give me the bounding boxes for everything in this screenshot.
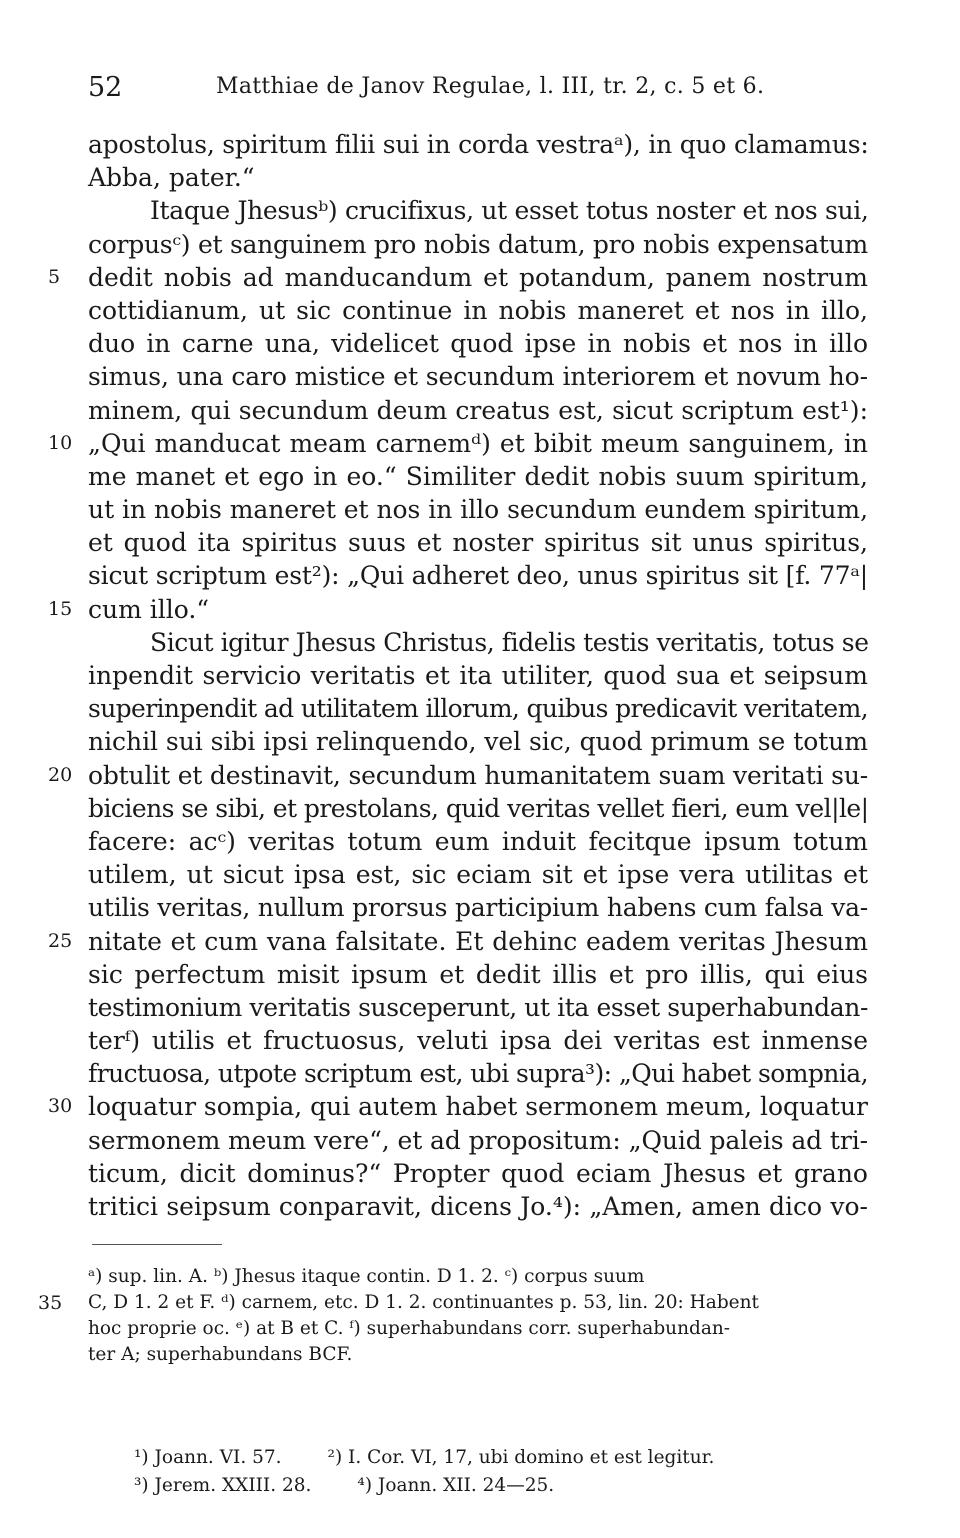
line-text: loquatur sompia, qui autem habet sermonem meum, loquatur bbox=[88, 1092, 868, 1122]
reference-line bbox=[88, 1472, 868, 1500]
text-line bbox=[88, 1057, 868, 1090]
line-text: utilem, ut sicut ipsa est, sic eciam sit et ipse vera utilitas et bbox=[88, 860, 868, 890]
text-line bbox=[88, 991, 868, 1024]
line-text: „Qui manducat meam carnemᵈ) et bibit meum sanguinem, in bbox=[88, 428, 868, 458]
line-text: utilis veritas, nullum prorsus participium habens cum falsa va- bbox=[88, 893, 868, 923]
main-text bbox=[48, 128, 869, 1223]
text-line bbox=[88, 161, 868, 194]
source-references bbox=[88, 1444, 868, 1500]
line-number: 25 bbox=[48, 929, 73, 952]
line-number: 20 bbox=[48, 763, 73, 786]
text-line bbox=[88, 360, 868, 393]
reference-entry: ⁴) Joann. XII. 24—25. bbox=[357, 1475, 555, 1496]
line-text: terᶠ) utilis et fructuosus, veluti ipsa dei veritas est inmense bbox=[88, 1026, 868, 1056]
line-text: et quod ita spiritus suus et noster spiritus sit unus spiritus, bbox=[88, 528, 868, 558]
line-text: me manet et ego in eo.“ Similiter dedit nobis suum spiritum, bbox=[88, 461, 868, 491]
text-line bbox=[88, 626, 868, 659]
text-line bbox=[88, 327, 868, 360]
text-line bbox=[88, 858, 868, 891]
text-line bbox=[88, 460, 868, 493]
text-line bbox=[88, 792, 868, 825]
text-line bbox=[88, 128, 868, 161]
line-text: apostolus, spiritum filii sui in corda vestraᵃ), in quo clamamus: bbox=[88, 130, 869, 159]
text-line bbox=[88, 1024, 868, 1057]
line-text: nichil sui sibi ipsi relinquendo, vel sic, quod primum se totum bbox=[88, 727, 868, 757]
line-number: 5 bbox=[48, 265, 61, 288]
text-line bbox=[88, 692, 868, 725]
line-text: corpusᶜ) et sanguinem pro nobis datum, pro nobis expensatum bbox=[88, 229, 868, 259]
text-line bbox=[88, 825, 868, 858]
line-text: superinpendit ad utilitatem illorum, quibus predicavit veritatem, bbox=[88, 694, 868, 724]
text-line bbox=[88, 526, 868, 559]
reference-line bbox=[88, 1444, 868, 1472]
text-line bbox=[88, 725, 868, 758]
text-line bbox=[48, 1090, 868, 1123]
line-text: Abba, pater.“ bbox=[88, 163, 255, 193]
line-text: biciens se sibi, et prestolans, quid veritas vellet fieri, eum vel|le| bbox=[88, 793, 869, 823]
text-line bbox=[48, 759, 868, 792]
critical-apparatus bbox=[38, 1264, 868, 1368]
line-number: 10 bbox=[48, 431, 73, 454]
line-text: inpendit servicio veritatis et ita utiliter, quod sua et seipsum bbox=[88, 661, 868, 690]
text-line bbox=[48, 593, 868, 626]
note-line bbox=[88, 1342, 868, 1368]
text-line bbox=[48, 427, 868, 460]
line-text: tritici seipsum conparavit, dicens Jo.⁴): „Amen, amen dico vo- bbox=[88, 1192, 868, 1221]
note-line bbox=[38, 1290, 868, 1316]
reference-entry: ³) Jerem. XXIII. 28. bbox=[134, 1475, 312, 1496]
reference-entry: ¹) Joann. VI. 57. bbox=[134, 1447, 282, 1468]
line-text: duo in carne una, videlicet quod ipse in nobis et nos in illo bbox=[88, 329, 868, 359]
text-line bbox=[88, 294, 868, 327]
note-line bbox=[88, 1264, 868, 1290]
line-number: 30 bbox=[48, 1095, 73, 1118]
line-text: obtulit et destinavit, secundum humanitatem suam veritati su- bbox=[88, 760, 868, 790]
line-text: ticum, dicit dominus?“ Propter quod eciam Jhesus et grano bbox=[88, 1158, 868, 1188]
text-line bbox=[88, 1157, 868, 1190]
text-line bbox=[88, 194, 868, 227]
text-line bbox=[88, 891, 868, 924]
line-text: cum illo.“ bbox=[88, 594, 210, 624]
text-line bbox=[88, 958, 868, 991]
line-text: Itaque Jhesusᵇ) crucifixus, ut esset totus noster et nos sui, bbox=[150, 196, 869, 226]
footnote-separator bbox=[92, 1244, 222, 1245]
note-text: ter A; superhabundans BCF. bbox=[88, 1344, 353, 1365]
text-line bbox=[88, 493, 868, 526]
text-line bbox=[88, 659, 868, 692]
text-line bbox=[88, 1190, 868, 1223]
note-line bbox=[88, 1316, 868, 1342]
note-text: hoc proprie oc. ᵉ) at B et C. ᶠ) superhabundans corr. superhabundan- bbox=[88, 1318, 731, 1339]
text-line bbox=[88, 394, 868, 427]
line-text: sermonem meum vere“, et ad propositum: „Quid paleis ad tri- bbox=[88, 1125, 868, 1155]
running-title: Matthiae de Janov Regulae, l. III, tr. 2, c. 5 et 6. bbox=[216, 74, 765, 99]
line-text: facere: acᶜ) veritas totum eum induit fecitque ipsum totum bbox=[88, 826, 868, 856]
line-text: nitate et cum vana falsitate. Et dehinc eadem veritas Jhesum bbox=[88, 926, 868, 956]
line-text: sicut scriptum est²): „Qui adheret deo, unus spiritus sit [f. 77ᵃ| bbox=[88, 561, 869, 591]
note-text: C, D 1. 2 et F. ᵈ) carnem, etc. D 1. 2. continuantes p. 53, lin. 20: Habent bbox=[88, 1292, 759, 1313]
line-text: simus, una caro mistice et secundum interiorem et novum ho- bbox=[88, 362, 868, 392]
line-text: fructuosa, utpote scriptum est, ubi supra³): „Qui habet sompnia, bbox=[88, 1059, 868, 1089]
page-number: 52 bbox=[88, 72, 123, 103]
text-line bbox=[88, 1124, 868, 1157]
line-text: ut in nobis maneret et nos in illo secundum eundem spiritum, bbox=[88, 495, 868, 525]
line-number: 35 bbox=[38, 1292, 63, 1314]
note-text: ᵃ) sup. lin. A. ᵇ) Jhesus itaque contin. D 1. 2. ᶜ) corpus suum bbox=[88, 1266, 645, 1287]
text-line bbox=[48, 925, 868, 958]
line-text: testimonium veritatis susceperunt, ut ita esset superhabundan- bbox=[88, 992, 868, 1022]
line-text: sic perfectum misit ipsum et dedit illis et pro illis, qui eius bbox=[88, 959, 868, 989]
text-line bbox=[48, 261, 868, 294]
text-line bbox=[88, 559, 868, 592]
line-text: dedit nobis ad manducandum et potandum, panem nostrum bbox=[88, 262, 868, 292]
line-text: minem, qui secundum deum creatus est, sicut scriptum est¹): bbox=[88, 395, 868, 425]
text-line bbox=[88, 228, 868, 261]
line-number: 15 bbox=[48, 597, 73, 620]
line-text: cottidianum, ut sic continue in nobis maneret et nos in illo, bbox=[88, 295, 868, 325]
line-text: Sicut igitur Jhesus Christus, fidelis testis veritatis, totus se bbox=[150, 627, 869, 657]
reference-entry: ²) I. Cor. VI, 17, ubi domino et est legitur. bbox=[327, 1447, 715, 1468]
